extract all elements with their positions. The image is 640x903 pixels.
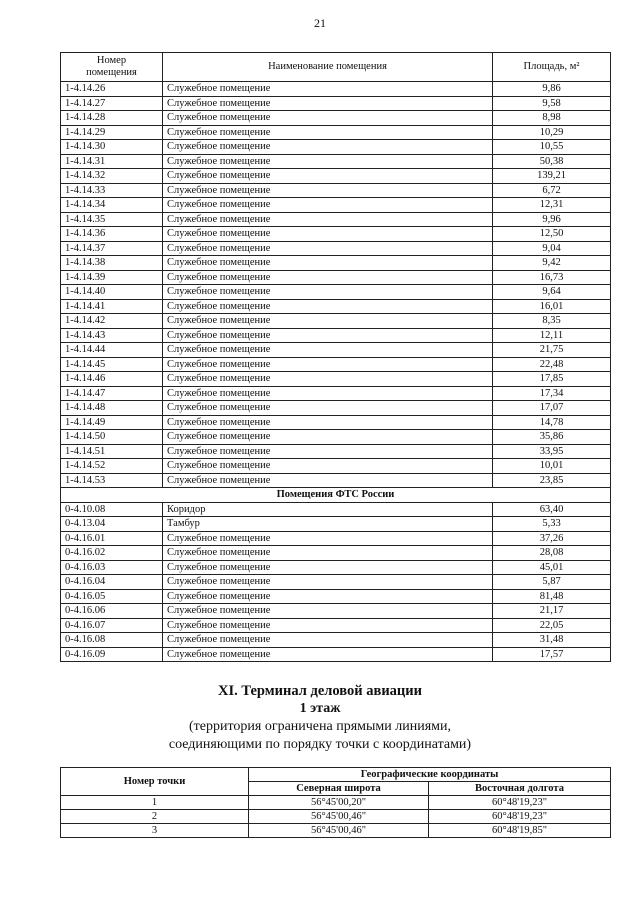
room-number: 1-4.14.45	[61, 357, 163, 372]
table-row	[61, 633, 611, 648]
rooms-table	[60, 52, 611, 662]
table-row	[61, 140, 611, 155]
table-row	[61, 328, 611, 343]
table-row	[61, 810, 611, 824]
room-name: Служебное помещение	[163, 154, 493, 169]
room-name: Служебное помещение	[163, 633, 493, 648]
table-row	[61, 502, 611, 517]
room-area: 33,95	[493, 444, 611, 459]
room-number: 1-4.14.36	[61, 227, 163, 242]
table-row	[61, 314, 611, 329]
header-geo-coordinates: Географические координаты	[249, 768, 611, 782]
room-name: Служебное помещение	[163, 140, 493, 155]
room-area: 12,11	[493, 328, 611, 343]
room-area: 16,01	[493, 299, 611, 314]
room-name: Служебное помещение	[163, 343, 493, 358]
room-number: 1-4.14.50	[61, 430, 163, 445]
room-number: 0-4.16.08	[61, 633, 163, 648]
room-name: Служебное помещение	[163, 401, 493, 416]
room-number: 1-4.14.47	[61, 386, 163, 401]
section-heading	[0, 682, 640, 754]
room-area: 23,85	[493, 473, 611, 488]
room-name: Служебное помещение	[163, 618, 493, 633]
room-number: 1-4.14.30	[61, 140, 163, 155]
room-number: 0-4.16.07	[61, 618, 163, 633]
room-name: Служебное помещение	[163, 473, 493, 488]
table-row	[61, 183, 611, 198]
room-number: 1-4.14.38	[61, 256, 163, 271]
room-area: 10,29	[493, 125, 611, 140]
room-name: Служебное помещение	[163, 459, 493, 474]
table-row	[61, 227, 611, 242]
room-area: 37,26	[493, 531, 611, 546]
room-area: 16,73	[493, 270, 611, 285]
room-number: 1-4.14.31	[61, 154, 163, 169]
table-row	[61, 796, 611, 810]
room-name: Коридор	[163, 502, 493, 517]
room-area: 9,64	[493, 285, 611, 300]
table-row	[61, 575, 611, 590]
table-row	[61, 444, 611, 459]
header-room-number-line1: Номер	[96, 55, 127, 66]
room-number: 1-4.14.51	[61, 444, 163, 459]
room-number: 1-4.14.32	[61, 169, 163, 184]
territory-note-line2: соединяющими по порядку точки с координатами)	[168, 737, 472, 752]
room-name: Служебное помещение	[163, 531, 493, 546]
room-area: 63,40	[493, 502, 611, 517]
room-name: Служебное помещение	[163, 430, 493, 445]
room-area: 12,31	[493, 198, 611, 213]
rooms-table-body	[61, 82, 611, 662]
room-area: 9,86	[493, 82, 611, 97]
room-area: 22,48	[493, 357, 611, 372]
room-number: 1-4.14.29	[61, 125, 163, 140]
room-number: 0-4.16.03	[61, 560, 163, 575]
room-area: 9,04	[493, 241, 611, 256]
table-row	[61, 285, 611, 300]
table-row	[61, 125, 611, 140]
table-row	[61, 299, 611, 314]
room-number: 0-4.10.08	[61, 502, 163, 517]
room-number: 1-4.14.27	[61, 96, 163, 111]
table-row	[61, 256, 611, 271]
east-longitude: 60°48'19,23"	[429, 810, 611, 824]
room-name: Служебное помещение	[163, 183, 493, 198]
room-area: 17,85	[493, 372, 611, 387]
table-row	[61, 270, 611, 285]
room-number: 1-4.14.43	[61, 328, 163, 343]
room-area: 9,58	[493, 96, 611, 111]
coordinates-header-row1	[61, 768, 611, 782]
room-area: 17,57	[493, 647, 611, 662]
room-name: Служебное помещение	[163, 372, 493, 387]
point-number: 3	[61, 824, 249, 838]
north-latitude: 56°45'00,46"	[249, 824, 429, 838]
table-row	[61, 401, 611, 416]
table-row	[61, 198, 611, 213]
room-name: Служебное помещение	[163, 415, 493, 430]
room-name: Служебное помещение	[163, 125, 493, 140]
room-area: 22,05	[493, 618, 611, 633]
header-room-name: Наименование помещения	[163, 53, 493, 82]
room-area: 28,08	[493, 546, 611, 561]
room-area: 8,35	[493, 314, 611, 329]
room-number: 0-4.13.04	[61, 517, 163, 532]
header-room-number-line2: помещения	[86, 67, 137, 78]
coordinates-table-body	[61, 796, 611, 838]
table-row	[61, 111, 611, 126]
room-name: Служебное помещение	[163, 285, 493, 300]
header-room-area: Площадь, м²	[493, 53, 611, 82]
east-longitude: 60°48'19,85"	[429, 824, 611, 838]
room-number: 1-4.14.34	[61, 198, 163, 213]
room-name: Тамбур	[163, 517, 493, 532]
table-row	[61, 517, 611, 532]
room-name: Служебное помещение	[163, 575, 493, 590]
territory-note-line1: (территория ограничена прямыми линиями,	[188, 719, 452, 734]
rooms-table-header	[61, 53, 611, 82]
room-number: 1-4.14.46	[61, 372, 163, 387]
table-row	[61, 372, 611, 387]
room-number: 1-4.14.28	[61, 111, 163, 126]
table-row	[61, 357, 611, 372]
room-number: 1-4.14.33	[61, 183, 163, 198]
room-name: Служебное помещение	[163, 386, 493, 401]
room-name: Служебное помещение	[163, 647, 493, 662]
header-point-number: Номер точки	[61, 768, 249, 796]
room-name: Служебное помещение	[163, 256, 493, 271]
table-row	[61, 386, 611, 401]
table-row	[61, 647, 611, 662]
room-number: 1-4.14.41	[61, 299, 163, 314]
room-name: Служебное помещение	[163, 299, 493, 314]
room-name: Служебное помещение	[163, 328, 493, 343]
room-name: Служебное помещение	[163, 227, 493, 242]
room-area: 5,33	[493, 517, 611, 532]
room-area: 81,48	[493, 589, 611, 604]
table-row	[61, 96, 611, 111]
north-latitude: 56°45'00,46"	[249, 810, 429, 824]
room-area: 31,48	[493, 633, 611, 648]
room-name: Служебное помещение	[163, 212, 493, 227]
room-number: 0-4.16.02	[61, 546, 163, 561]
room-number: 1-4.14.42	[61, 314, 163, 329]
table-row	[61, 604, 611, 619]
table-row	[61, 546, 611, 561]
table-row	[61, 560, 611, 575]
room-area: 12,50	[493, 227, 611, 242]
room-number: 1-4.14.52	[61, 459, 163, 474]
point-number: 2	[61, 810, 249, 824]
table-row	[61, 459, 611, 474]
room-area: 50,38	[493, 154, 611, 169]
point-number: 1	[61, 796, 249, 810]
room-area: 6,72	[493, 183, 611, 198]
room-name: Служебное помещение	[163, 241, 493, 256]
table-row	[61, 618, 611, 633]
table-row	[61, 212, 611, 227]
room-name: Служебное помещение	[163, 560, 493, 575]
room-name: Служебное помещение	[163, 357, 493, 372]
room-area: 5,87	[493, 575, 611, 590]
header-north-latitude: Северная широта	[249, 782, 429, 796]
room-name: Служебное помещение	[163, 111, 493, 126]
room-area: 9,42	[493, 256, 611, 271]
coordinates-table	[60, 767, 611, 838]
room-number: 1-4.14.40	[61, 285, 163, 300]
room-area: 139,21	[493, 169, 611, 184]
room-name: Служебное помещение	[163, 198, 493, 213]
header-east-longitude: Восточная долгота	[429, 782, 611, 796]
room-area: 45,01	[493, 560, 611, 575]
room-name: Служебное помещение	[163, 96, 493, 111]
room-area: 10,01	[493, 459, 611, 474]
room-number: 0-4.16.05	[61, 589, 163, 604]
room-name: Служебное помещение	[163, 444, 493, 459]
table-row	[61, 154, 611, 169]
table-row	[61, 343, 611, 358]
room-number: 1-4.14.37	[61, 241, 163, 256]
header-room-number	[61, 53, 163, 82]
room-number: 1-4.14.49	[61, 415, 163, 430]
section-row-title: Помещения ФТС России	[61, 488, 611, 503]
room-number: 0-4.16.09	[61, 647, 163, 662]
room-name: Служебное помещение	[163, 589, 493, 604]
room-number: 1-4.14.44	[61, 343, 163, 358]
room-name: Служебное помещение	[163, 546, 493, 561]
room-number: 0-4.16.06	[61, 604, 163, 619]
room-number: 1-4.14.26	[61, 82, 163, 97]
room-area: 17,07	[493, 401, 611, 416]
east-longitude: 60°48'19,23"	[429, 796, 611, 810]
room-name: Служебное помещение	[163, 82, 493, 97]
table-row	[61, 430, 611, 445]
table-row	[61, 169, 611, 184]
room-number: 1-4.14.48	[61, 401, 163, 416]
table-row	[61, 824, 611, 838]
table-row	[61, 531, 611, 546]
room-area: 14,78	[493, 415, 611, 430]
room-number: 0-4.16.04	[61, 575, 163, 590]
room-area: 21,75	[493, 343, 611, 358]
room-name: Служебное помещение	[163, 314, 493, 329]
room-name: Служебное помещение	[163, 270, 493, 285]
table-row	[61, 82, 611, 97]
room-area: 17,34	[493, 386, 611, 401]
room-number: 1-4.14.35	[61, 212, 163, 227]
table-row	[61, 415, 611, 430]
room-area: 35,86	[493, 430, 611, 445]
table-row	[61, 473, 611, 488]
room-area: 9,96	[493, 212, 611, 227]
section-title: XI. Терминал деловой авиации	[218, 683, 422, 699]
room-number: 1-4.14.53	[61, 473, 163, 488]
room-area: 8,98	[493, 111, 611, 126]
table-row	[61, 589, 611, 604]
room-name: Служебное помещение	[163, 169, 493, 184]
section-row	[61, 488, 611, 503]
table-row	[61, 241, 611, 256]
room-number: 1-4.14.39	[61, 270, 163, 285]
room-number: 0-4.16.01	[61, 531, 163, 546]
room-area: 10,55	[493, 140, 611, 155]
room-area: 21,17	[493, 604, 611, 619]
north-latitude: 56°45'00,20"	[249, 796, 429, 810]
page-number: 21	[314, 16, 326, 30]
floor-label: 1 этаж	[299, 701, 341, 716]
room-name: Служебное помещение	[163, 604, 493, 619]
